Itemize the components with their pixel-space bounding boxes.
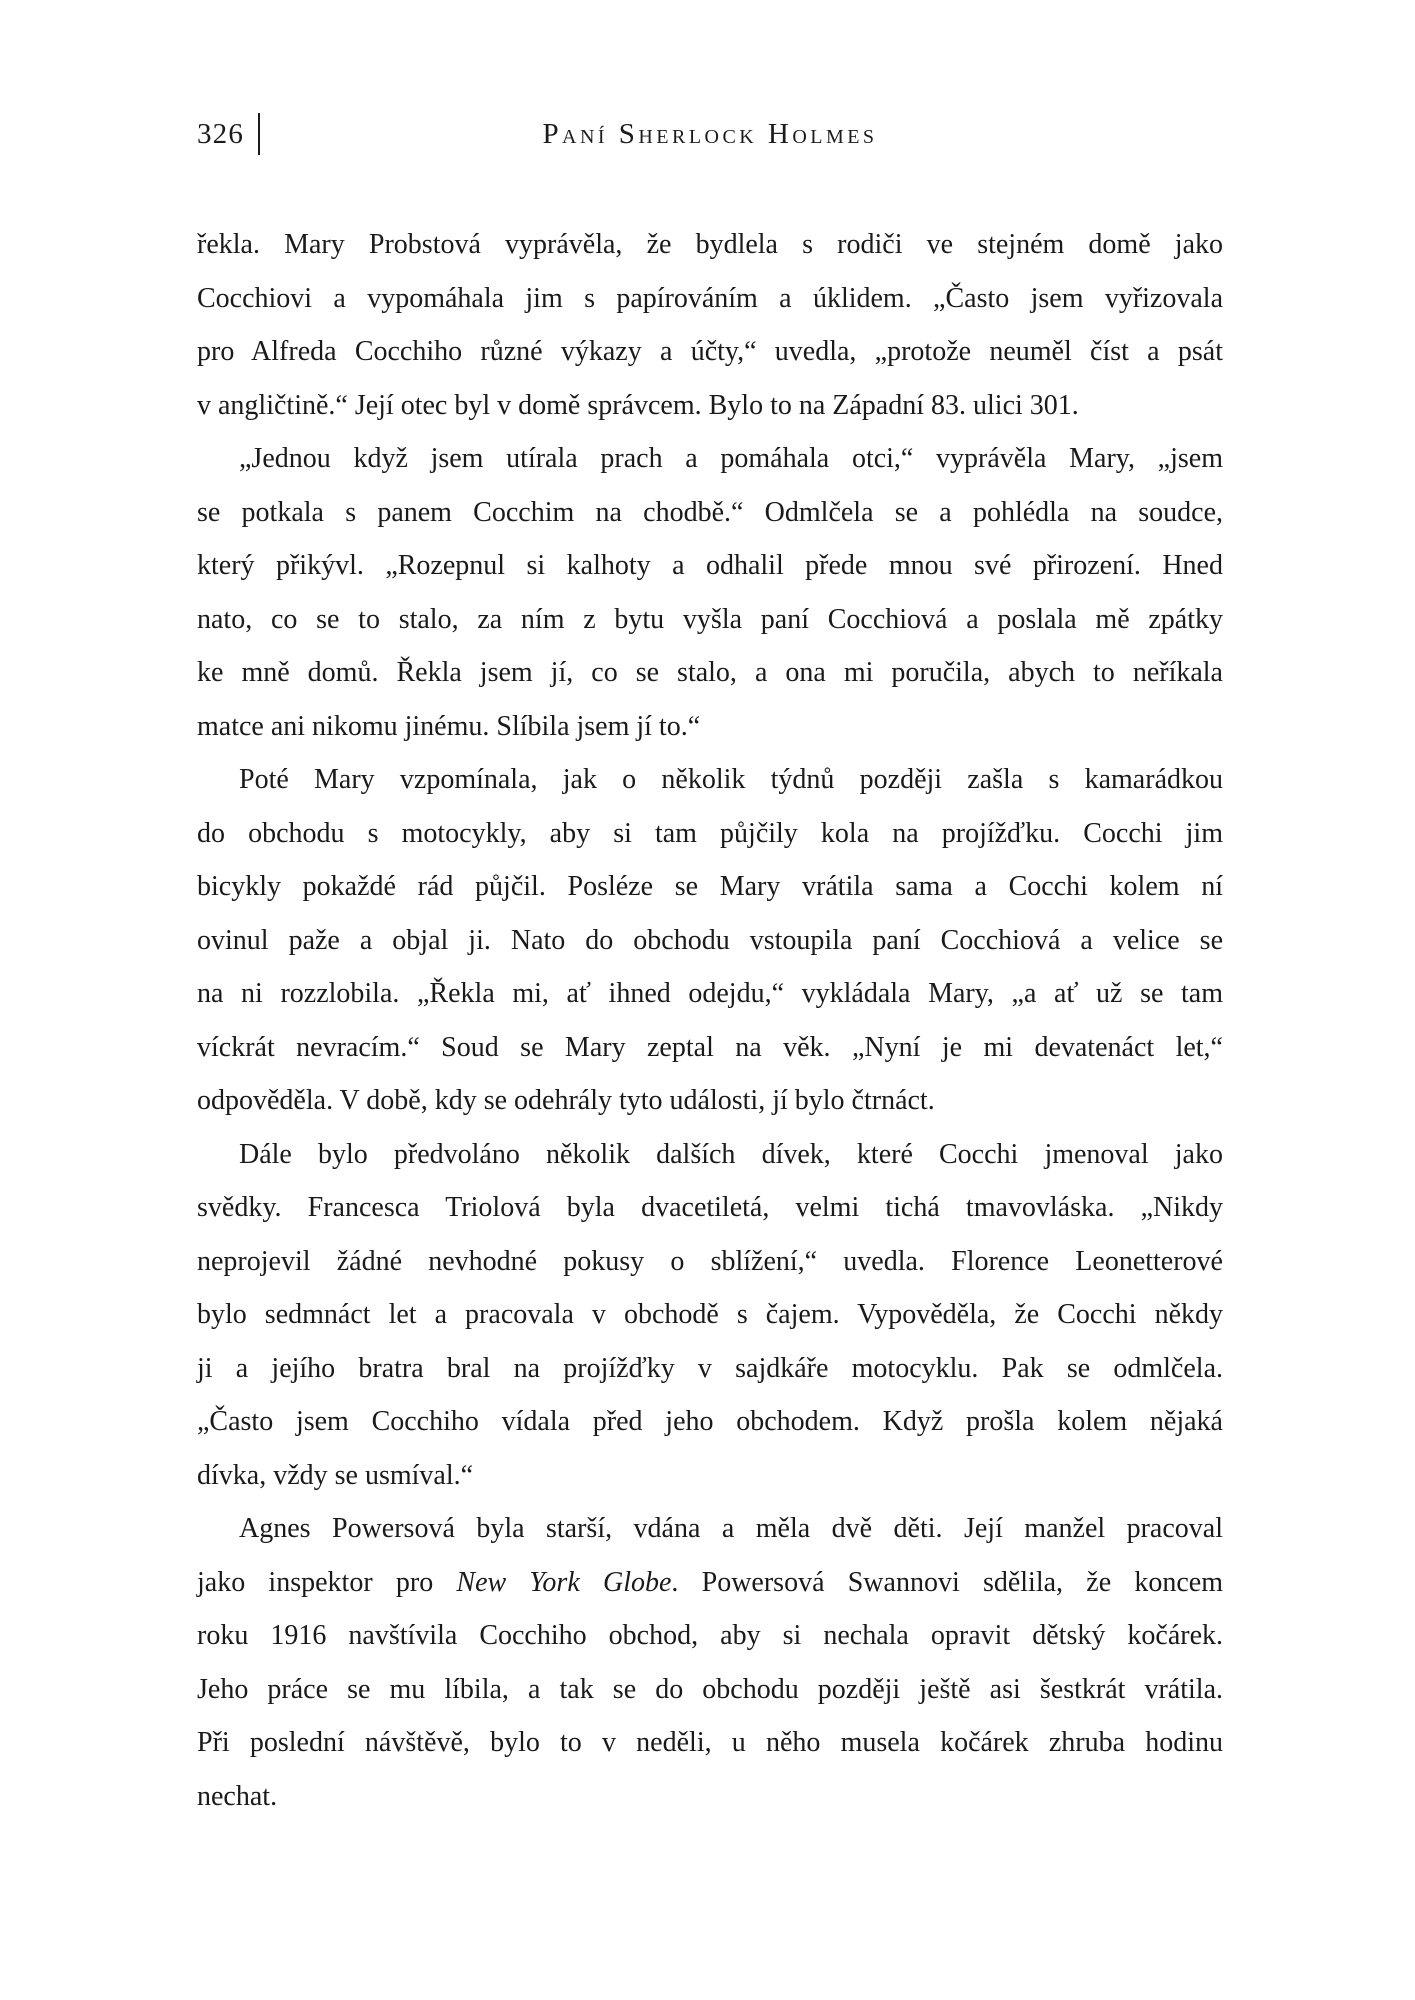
text-segment: . Powersová Swannovi sdělila, že koncem bbox=[671, 1566, 1223, 1598]
text-line: bicykly pokaždé rád půjčil. Posléze se Mary vrátila sama a Cocchi kolem ní bbox=[197, 871, 1223, 902]
text-line: ji a jejího bratra bral na projížďky v sajdkáře motocyklu. Pak se odmlčela. bbox=[197, 1352, 1223, 1384]
page-number bbox=[197, 112, 260, 156]
text-line: víckrát nevracím.“ Soud se Mary zeptal na věk. „Nyní je mi devatenáct let,“ bbox=[197, 1031, 1223, 1063]
text-line: svědky. Francesca Triolová byla dvacetiletá, velmi tichá tmavovláska. „Nikdy bbox=[197, 1192, 1223, 1223]
text-line: ovinul paže a objal ji. Nato do obchodu vstoupila paní Cocchiová a velice se bbox=[197, 924, 1223, 956]
text-line: Cocchiovi a vypomáhala jim s papírováním a úklidem. „Často jsem vyřizovala bbox=[197, 282, 1223, 314]
text-line: se potkala s panem Cocchim na chodbě.“ Odmlčela se a pohlédla na soudce, bbox=[197, 496, 1223, 528]
text-line: nato, co se to stalo, za ním z bytu vyšla paní Cocchiová a poslala mě zpátky bbox=[197, 603, 1223, 635]
italic-text: New York Globe bbox=[456, 1566, 672, 1598]
text-line: pro Alfreda Cocchiho různé výkazy a účty,“ uvedla, „protože neuměl číst a psát bbox=[197, 336, 1223, 367]
text-line: Poté Mary vzpomínala, jak o několik týdnů později zašla s kamarádkou bbox=[239, 764, 1223, 795]
page-number-value: 326 bbox=[197, 117, 244, 150]
text-line: matce ani nikomu jinému. Slíbila jsem jí to.“ bbox=[197, 710, 701, 742]
text-line: roku 1916 navštívila Cocchiho obchod, aby si nechala opravit dětský kočárek. bbox=[197, 1620, 1223, 1651]
paragraph bbox=[197, 1128, 1223, 1503]
text-segment: jako inspektor pro bbox=[197, 1566, 457, 1598]
text-line bbox=[197, 1556, 1223, 1610]
paragraph bbox=[197, 753, 1223, 1128]
text-line: ke mně domů. Řekla jsem jí, co se stalo, a ona mi poručila, abych to neříkala bbox=[197, 657, 1223, 688]
paragraph bbox=[197, 1502, 1223, 1823]
text-line: „Jednou když jsem utírala prach a pomáhala otci,“ vyprávěla Mary, „jsem bbox=[239, 443, 1223, 474]
paragraph bbox=[197, 432, 1223, 753]
page-number-divider bbox=[258, 113, 261, 155]
text-line: odpověděla. V době, kdy se odehrály tyto události, jí bylo čtrnáct. bbox=[197, 1085, 935, 1116]
text-line: bylo sedmnáct let a pracovala v obchodě s čajem. Vypověděla, že Cocchi někdy bbox=[197, 1299, 1223, 1330]
text-line: řekla. Mary Probstová vyprávěla, že bydlela s rodiči ve stejném domě jako bbox=[197, 229, 1223, 260]
text-line: dívka, vždy se usmíval.“ bbox=[197, 1459, 474, 1491]
text-line: v angličtině.“ Její otec byl v domě správcem. Bylo to na Západní 83. ulici 301. bbox=[197, 389, 1079, 421]
text-line: „Často jsem Cocchiho vídala před jeho obchodem. Když prošla kolem nějaká bbox=[197, 1406, 1223, 1437]
text-line: Dále bylo předvoláno několik dalších dívek, které Cocchi jmenoval jako bbox=[239, 1138, 1223, 1170]
text-line: do obchodu s motocykly, aby si tam půjčily kola na projížďku. Cocchi jim bbox=[197, 817, 1223, 849]
running-title: Paní Sherlock Holmes bbox=[542, 118, 878, 150]
text-line: na ni rozzlobila. „Řekla mi, ať ihned odejdu,“ vykládala Mary, „a ať už se tam bbox=[197, 978, 1223, 1009]
text-line: který přikývl. „Rozepnul si kalhoty a odhalil přede mnou své přirození. Hned bbox=[197, 550, 1223, 581]
paragraph bbox=[197, 218, 1223, 432]
text-line: Jeho práce se mu líbila, a tak se do obchodu později ještě asi šestkrát vrátila. bbox=[197, 1673, 1223, 1705]
text-line: Při poslední návštěvě, bylo to v neděli, u něho musela kočárek zhruba hodinu bbox=[197, 1727, 1223, 1758]
page-body bbox=[197, 218, 1223, 1823]
text-line: neprojevil žádné nevhodné pokusy o sblížení,“ uvedla. Florence Leonetterové bbox=[197, 1245, 1223, 1277]
text-line: nechat. bbox=[197, 1780, 278, 1812]
text-line: Agnes Powersová byla starší, vdána a měla dvě děti. Její manžel pracoval bbox=[239, 1513, 1223, 1544]
running-head bbox=[197, 112, 1223, 156]
